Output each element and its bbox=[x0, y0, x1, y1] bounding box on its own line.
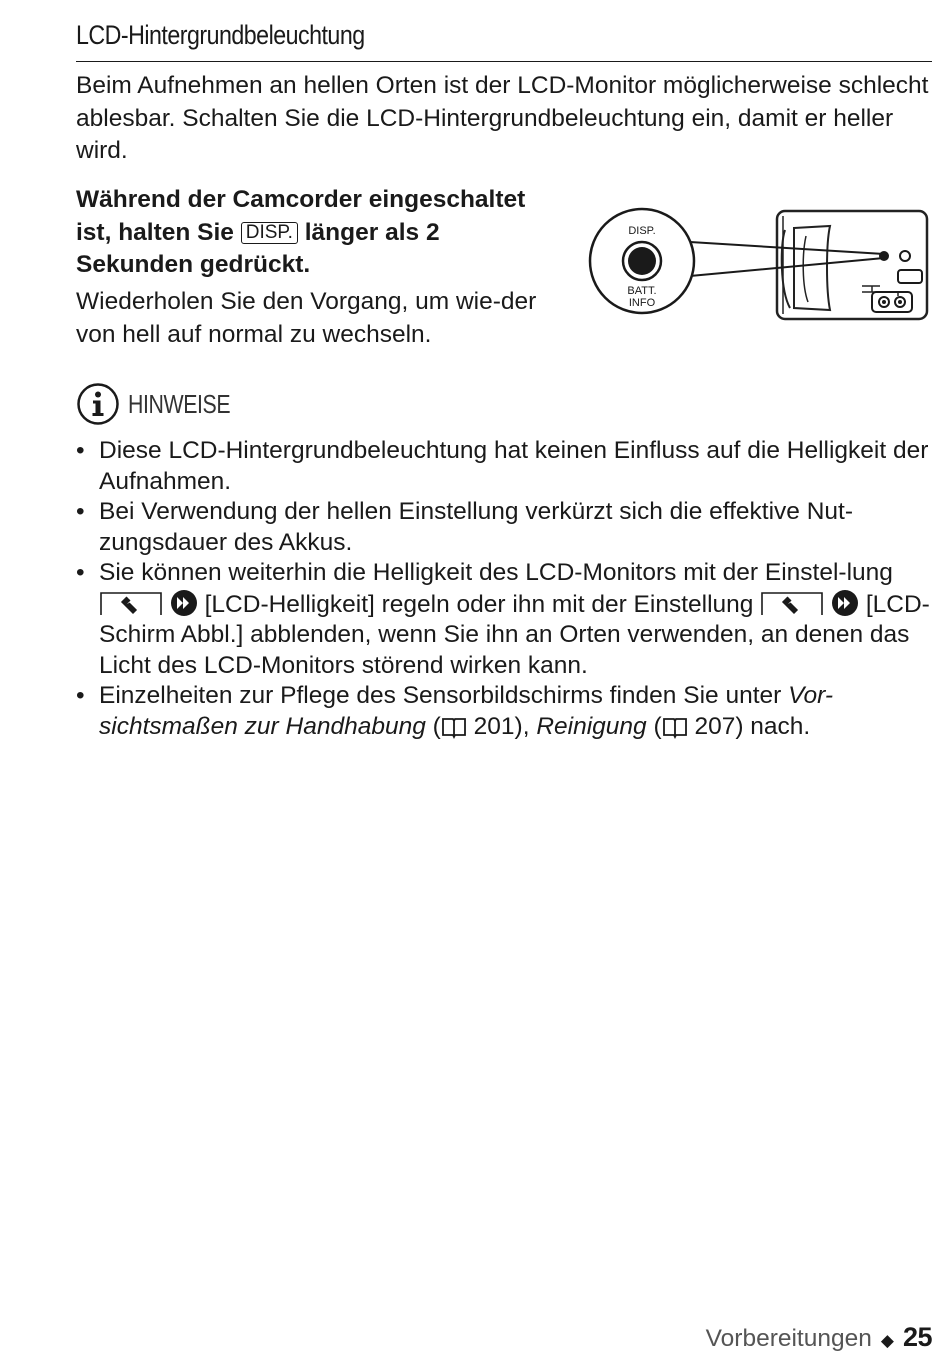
note-text: Einzelheiten zur Pflege des Sensorbildschirms finden Sie unter bbox=[99, 682, 782, 709]
info-icon bbox=[76, 382, 120, 426]
step-note: Wiederholen Sie den Vorgang, um wie-der von hell auf normal zu wechseln. bbox=[76, 288, 537, 348]
figure-disp-label: DISP. bbox=[628, 225, 656, 237]
disp-button-marker bbox=[879, 251, 889, 261]
note-text: [LCD-Schirm Abbl.] abblenden, wenn Sie ihn an Orten verwenden, an denen das Licht des LCD-Monitors störend wirken kann. bbox=[99, 590, 930, 679]
reference-title: Reinigung bbox=[536, 712, 647, 740]
step-text-after: länger als 2 Sekunden gedrückt. bbox=[76, 218, 440, 278]
jack-center bbox=[898, 300, 902, 304]
page-number: 25 bbox=[902, 1322, 932, 1352]
arrow-right-icon bbox=[831, 589, 859, 617]
step-instruction bbox=[76, 184, 546, 282]
wrench-menu-icon bbox=[760, 589, 824, 617]
notes-header bbox=[76, 382, 253, 426]
section-title: LCD-Hintergrundbeleuchtung bbox=[76, 20, 365, 50]
arrow-right-icon bbox=[170, 589, 198, 617]
page-ref: 201 bbox=[473, 712, 515, 740]
figure-info-label: INFO bbox=[628, 297, 656, 309]
note-item: • Bei Verwendung der hellen Einstellung verkürzt sich die effektive Nut-zungsdauer des Akkus. bbox=[76, 497, 936, 558]
diamond-icon: ◆ bbox=[880, 1331, 894, 1350]
wrench-menu-icon bbox=[99, 589, 163, 617]
chapter-label: Vorbereitungen bbox=[705, 1325, 872, 1352]
disp-key: DISP. bbox=[241, 222, 298, 244]
note-text: ) nach. bbox=[735, 712, 811, 740]
camcorder-illustration bbox=[580, 204, 932, 326]
note-item: • Diese LCD-Hintergrundbeleuchtung hat keinen Einfluss auf die Helligkeit der Aufnahmen. bbox=[76, 436, 936, 497]
reference-title: Vor-sichtsmaßen zur Handhabung bbox=[99, 682, 834, 740]
note-text: ), bbox=[514, 712, 530, 740]
note-text: [LCD-Helligkeit] regeln oder ihn mit der Einstellung bbox=[204, 590, 754, 618]
note-item bbox=[76, 558, 936, 681]
figure-batt-label: BATT. bbox=[627, 285, 657, 297]
disp-button bbox=[628, 247, 656, 275]
notes-title: HINWEISE bbox=[128, 388, 231, 419]
notes-list bbox=[76, 436, 936, 742]
note-text: Sie können weiterhin die Helligkeit des LCD-Monitors mit der Einstel-lung bbox=[99, 559, 893, 586]
book-icon bbox=[662, 715, 688, 739]
step-text-before: Während der Camcorder eingeschaltet ist, halten Sie bbox=[76, 186, 526, 246]
intro-paragraph: Beim Aufnehmen an hellen Orten ist der LCD-Monitor möglicherweise schlecht ablesbar. Schalten Sie die LCD-Hintergrundbeleuchtung ein, damit er heller wird. bbox=[76, 72, 929, 164]
page-ref: 207 bbox=[694, 712, 736, 740]
book-icon bbox=[441, 715, 467, 739]
note-item: • Einzelheiten zur Pflege des Sensorbildschirms finden Sie unter Vor-sichtsmaßen zur Handhabung ( 201), Reinigung ( 207) nach. bbox=[76, 681, 936, 742]
title-rule bbox=[76, 61, 932, 62]
jack-center bbox=[882, 300, 886, 304]
page-footer bbox=[706, 1322, 932, 1353]
